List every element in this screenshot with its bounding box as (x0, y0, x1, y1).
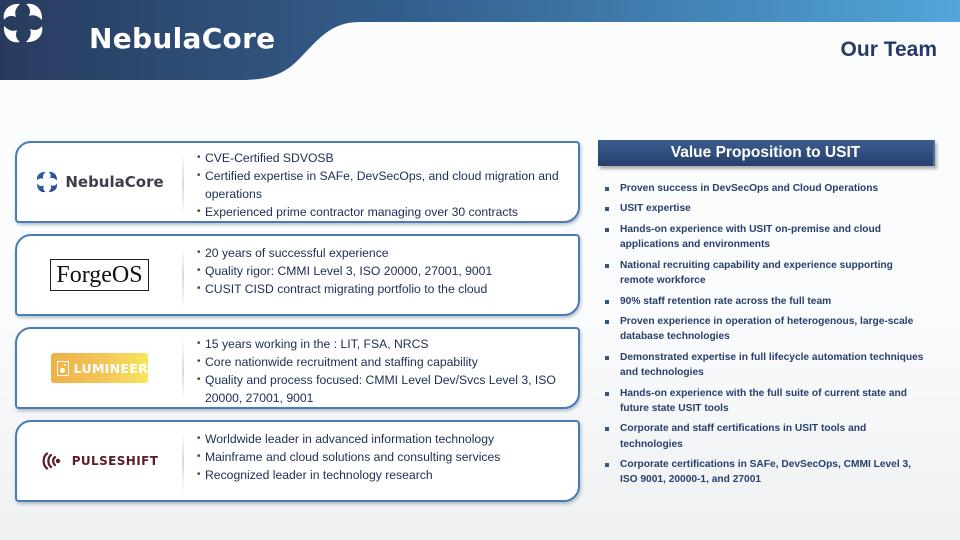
brand-swirl-logo-icon (0, 0, 46, 46)
card-divider (182, 432, 184, 494)
card-bullet: • 20 years of successful experience (197, 244, 572, 262)
card-bullets (197, 430, 572, 484)
team-card-forgeos (15, 234, 580, 316)
lumineer-logo (51, 353, 148, 383)
card-bullets (197, 244, 572, 298)
card-divider (182, 339, 184, 401)
card-logo-area (17, 143, 182, 221)
value-proposition-item: Hands-on experience with USIT on-premise and cloud applications and environments (605, 222, 925, 253)
value-proposition-item: Proven success in DevSecOps and Cloud Operations (605, 181, 925, 196)
pulseshift-logo-text: PULSESHIFT (71, 454, 159, 468)
value-proposition-title: Value Proposition to USIT (598, 140, 935, 166)
value-proposition-item: Corporate and staff certifications in USIT tools and technologies (605, 421, 925, 452)
value-proposition-item: Demonstrated expertise in full lifecycle automation techniques and technologies (605, 350, 925, 381)
card-logo-area (17, 422, 182, 500)
page-title: Our Team (840, 38, 937, 61)
pulseshift-logo (41, 452, 159, 470)
card-bullet: • Quality and process focused: CMMI Level Dev/Svcs Level 3, ISO 20000, 27001, 9001 (197, 371, 572, 407)
value-proposition-item: USIT expertise (605, 201, 925, 216)
value-proposition-panel (598, 140, 938, 493)
card-bullet: • Core nationwide recruitment and staffing capability (197, 353, 572, 371)
value-proposition-item: 90% staff retention rate across the full team (605, 294, 925, 309)
concentric-arcs-logo-icon (41, 452, 63, 470)
card-bullet: • Mainframe and cloud solutions and consulting services (197, 448, 572, 466)
card-divider (182, 153, 184, 215)
card-bullet: • Experienced prime contractor managing over 30 contracts (197, 203, 572, 221)
team-cards (15, 141, 581, 513)
brand-name: NebulaCore (89, 22, 276, 55)
nebulacore-logo-text: NebulaCore (65, 173, 164, 191)
card-bullet: • Recognized leader in technology research (197, 466, 572, 484)
value-proposition-item: Proven experience in operation of heterogenous, large-scale database technologies (605, 314, 925, 345)
frame-dot-logo-icon (57, 361, 69, 376)
card-bullets (197, 335, 572, 407)
card-divider (182, 246, 184, 308)
team-card-pulseshift (15, 420, 580, 502)
value-proposition-list (605, 181, 925, 488)
lumineer-logo-text: LUMINEER (73, 360, 148, 376)
value-proposition-item: National recruiting capability and experience supporting remote workforce (605, 258, 925, 289)
card-bullet: • Certified expertise in SAFe, DevSecOps, and cloud migration and operations (197, 167, 572, 203)
card-bullet: • CVE-Certified SDVOSB (197, 149, 572, 167)
forgeos-logo: ForgeOS (50, 259, 148, 291)
card-logo-area (17, 236, 182, 314)
card-logo-area (17, 329, 182, 407)
card-bullets (197, 149, 572, 221)
card-bullet: • 15 years working in the : LIT, FSA, NRCS (197, 335, 572, 353)
team-card-lumineer (15, 327, 580, 409)
header-banner (0, 0, 960, 82)
card-bullet: • CUSIT CISD contract migrating portfolio to the cloud (197, 280, 572, 298)
swirl-logo-icon (35, 170, 59, 194)
card-bullet: • Quality rigor: CMMI Level 3, ISO 20000, 27001, 9001 (197, 262, 572, 280)
card-bullet: • Worldwide leader in advanced information technology (197, 430, 572, 448)
team-card-nebulacore (15, 141, 580, 223)
value-proposition-item: Corporate certifications in SAFe, DevSecOps, CMMI Level 3, ISO 9001, 20000-1, and 27001 (605, 457, 925, 488)
nebulacore-logo (35, 170, 163, 194)
value-proposition-item: Hands-on experience with the full suite of current state and future state USIT tools (605, 386, 925, 417)
